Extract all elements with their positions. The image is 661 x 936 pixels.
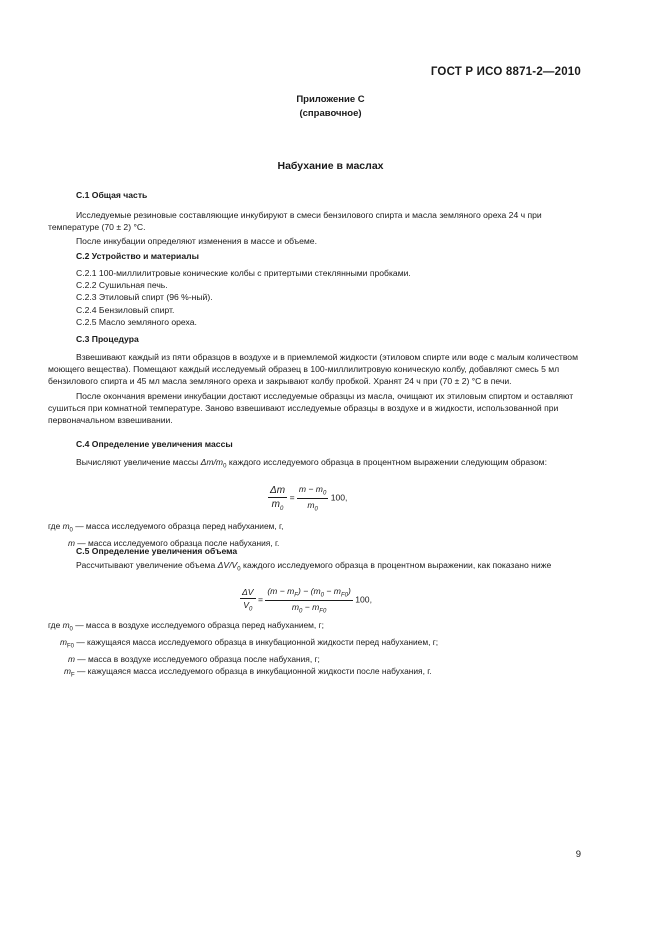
intro-text: каждого исследуемого образца в процентном выражении следующим образом: — [226, 457, 547, 467]
volume-formula: $\frac{\Delta V}{V_0}$ = $\frac{(m - m_F) - (m_0 - m_{F0})}{m_0 - m_{F0}}$ 100, — [242, 586, 372, 615]
list-item: С.2.4 Бензиловый спирт. — [76, 304, 175, 315]
section-c2-heading: С.2 Устройство и материалы — [76, 251, 199, 261]
paragraph: Исследуемые резиновые составляющие инкубируют в смеси бензилового спирта и масла земляного ореха 24 ч при температуре (70 ± 2) °С. — [48, 210, 542, 233]
equals-sign: = — [257, 594, 263, 605]
definition-row: $m_F$ — кажущаяся масса исследуемого образца в инкубационной жидкости после набухания, г. — [64, 665, 432, 679]
list-item: С.2.3 Этиловый спирт (96 %-ный). — [76, 292, 213, 303]
intro-text: Вычисляют увеличение массы — [76, 457, 201, 467]
list-item: С.2.1 100-миллилитровые конические колбы с притертыми стеклянными пробками. — [76, 268, 411, 278]
appendix-title: Приложение С — [296, 94, 365, 105]
formula-factor: 100, — [355, 594, 372, 605]
definition-row: где $m_0$ — масса в воздухе исследуемого образца перед набуханием, г; — [48, 620, 324, 633]
mass-definitions: где $m_0$ — масса исследуемого образца перед набуханием, г, m — масса исследуемого образца после набухания, г. — [48, 521, 284, 548]
section-c3-heading: С.3 Процедура — [76, 334, 139, 344]
list-item: С.2.2 Сушильная печь. — [76, 280, 168, 291]
appendix-subtitle: (справочное) — [299, 108, 362, 119]
volume-definitions — [48, 619, 438, 682]
symbol: Δm/m — [200, 457, 224, 467]
materials-list — [76, 267, 411, 328]
definition-row: m — масса в воздухе исследуемого образца после набухания, г; — [68, 653, 320, 664]
appendix-heading: Набухание в маслах — [277, 160, 384, 172]
section-c5-heading: С.5 Определение увеличения объема — [76, 546, 238, 556]
section-c4-intro: Вычисляют увеличение массы $\Delta m/m_0$ каждого исследуемого образца в процентном выражении следующим образом: — [76, 457, 547, 470]
formula-numerator: Δm — [270, 484, 286, 496]
formula-factor: 100, — [330, 492, 348, 503]
formula-numerator: ΔV — [242, 587, 254, 598]
list-item: С.2.5 Масло земляного ореха. — [76, 316, 197, 327]
symbol: ΔV/V — [217, 560, 238, 570]
definition-row: $m_{F0}$ — кажущаяся масса исследуемого образца в инкубационной жидкости перед набуханием, г; — [60, 636, 439, 650]
paragraph: Взвешивают каждый из пяти образцов в воздухе и в приемлемой жидкости (этиловом спирте или воде с малым количеством моющего вещества). Помещают каждый исследуемый образец в 100-миллилитровую коническую колбу, добавляют смесь 5 мл бензилового спирта и 45 мл масла земляного ореха и закрывают колбу пробкой. Хранят 24 ч при (70 ± 2) °С в печи. — [48, 352, 578, 387]
section-c1-heading: С.1 Общая часть — [76, 190, 148, 200]
paragraph: После инкубации определяют изменения в массе и объеме. — [76, 236, 317, 247]
paragraph: После окончания времени инкубации достают исследуемые образцы из масла, очищают их этиловым спиртом и оставляют сушиться при комнатной температуре. Заново взвешивают исследуемые образцы в воздухе и в жидкости, использованной при первоначальном взвешивании. — [48, 390, 574, 426]
mass-formula: $\frac{\Delta m}{m_0}$ = $\frac{m - m_0}{m_0}$ 100, — [270, 484, 348, 513]
section-c3-body — [48, 351, 584, 426]
section-c4-heading: С.4 Определение увеличения массы — [76, 439, 233, 449]
section-c5-intro: Рассчитывают увеличение объема $\Delta V/V_0$ каждого исследуемого образца в процентном выражении, как показано ниже — [76, 560, 552, 573]
equals-sign: = — [289, 492, 295, 503]
section-c1-body — [48, 209, 584, 248]
document-code: ГОСТ Р ИСО 8871-2—2010 — [430, 66, 581, 78]
page-number: 9 — [575, 849, 581, 860]
